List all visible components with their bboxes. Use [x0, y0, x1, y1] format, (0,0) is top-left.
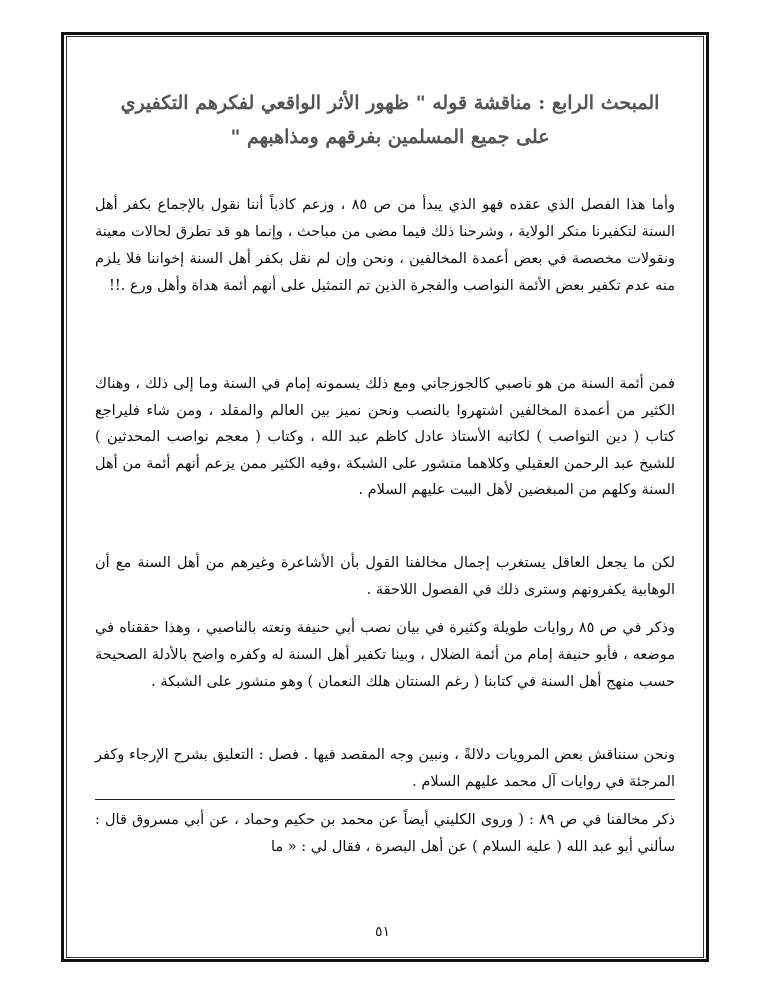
paragraph-3: لكن ما يجعل العاقل يستغرب إجمال مخالفنا القول بأن الأشاعرة وغيرهم من أهل السنة مع أن الوهابية يكفرونهم وسترى ذلك في الفصول اللاحقة . [95, 555, 675, 598]
paragraph-6: ذكر مخالفنا في ص ٨٩ : ( وروى الكليني أيضاً عن محمد بن حكيم وحماد ، عن أبي مسروق قال : سألني أبو عبد الله ( عليه السلام ) عن أهل البصرة ، فقال لي : « ما [95, 812, 675, 855]
section-title: المبحث الرابع : مناقشة قوله " ظهور الأثر الواقعي لفكرهم التكفيري على جميع المسلمين بفرقهم ومذاهبهم " [120, 92, 660, 148]
paragraph-5: ونحن سنناقش بعض المرويات دلالةً ، ونبين وجه المقصد فيها . فصل : التعليق بشرح الإرجاء وكفر المرجئة في روايات آل محمد عليهم السلام . [95, 747, 675, 790]
paragraph-2: فمن أئمة السنة من هو ناصبي كالجوزجاني ومع ذلك يسمونه إمام في السنة وما إلى ذلك ، وهناك الكثير من أعمدة المخالفين اشتهروا بالنصب ونحن نميز بين العالم والمقلد ، ومن شاء فليراجع كتاب ( دين النواصب ) لكاتبه الأستاذ عادل كاظم عبد الله ، وكتاب ( معجم نواصب المحدثين ) للشيخ عبد الرحمن العقيلي وكلاهما منشور على الشبكة ،وفيه الكثير ممن يزعم أنهم أئمة من أهل السنة وكلهم من المبغضين لأهل البيت عليهم السلام . [95, 376, 675, 498]
paragraph-1: وأما هذا الفصل الذي عقده فهو الذي يبدأ من ص ٨٥ ، وزعم كاذباً أننا نقول بالإجماع بكفر أهل السنة لتكفيرنا منكر الولاية ، وشرحنا ذلك فيما مضى من مباحث ، وإنما هو قد تطرق لحالات معينة ونقولات مخصصة في بعض أعمدة المخالفين ، ونحن وإن لم نقل بكفر أهل السنة إخواننا فلا يلزم منه عدم تكفير بعض الأئمة النواصب والفجرة الذين تم التمثيل على أنهم أئمة هداة وأهل ورع .!! [95, 197, 675, 294]
divider [95, 799, 675, 800]
paragraph-4: وذكر في ص ٨٥ روايات طويلة وكثيرة في بيان نصب أبي حنيفة ونعته بالناصبي ، وهذا حققناه في موضعه ، فأبو حنيفة إمام من أئمة الضلال ، وبينا تكفير أهل السنة له وكفره واضح بالأدلة الصحيحة حسب منهج أهل السنة في كتابنا ( رغم السنتان هلك النعمان ) وهو منشور على الشبكة . [95, 620, 675, 690]
page-number: ٥١ [374, 924, 391, 940]
